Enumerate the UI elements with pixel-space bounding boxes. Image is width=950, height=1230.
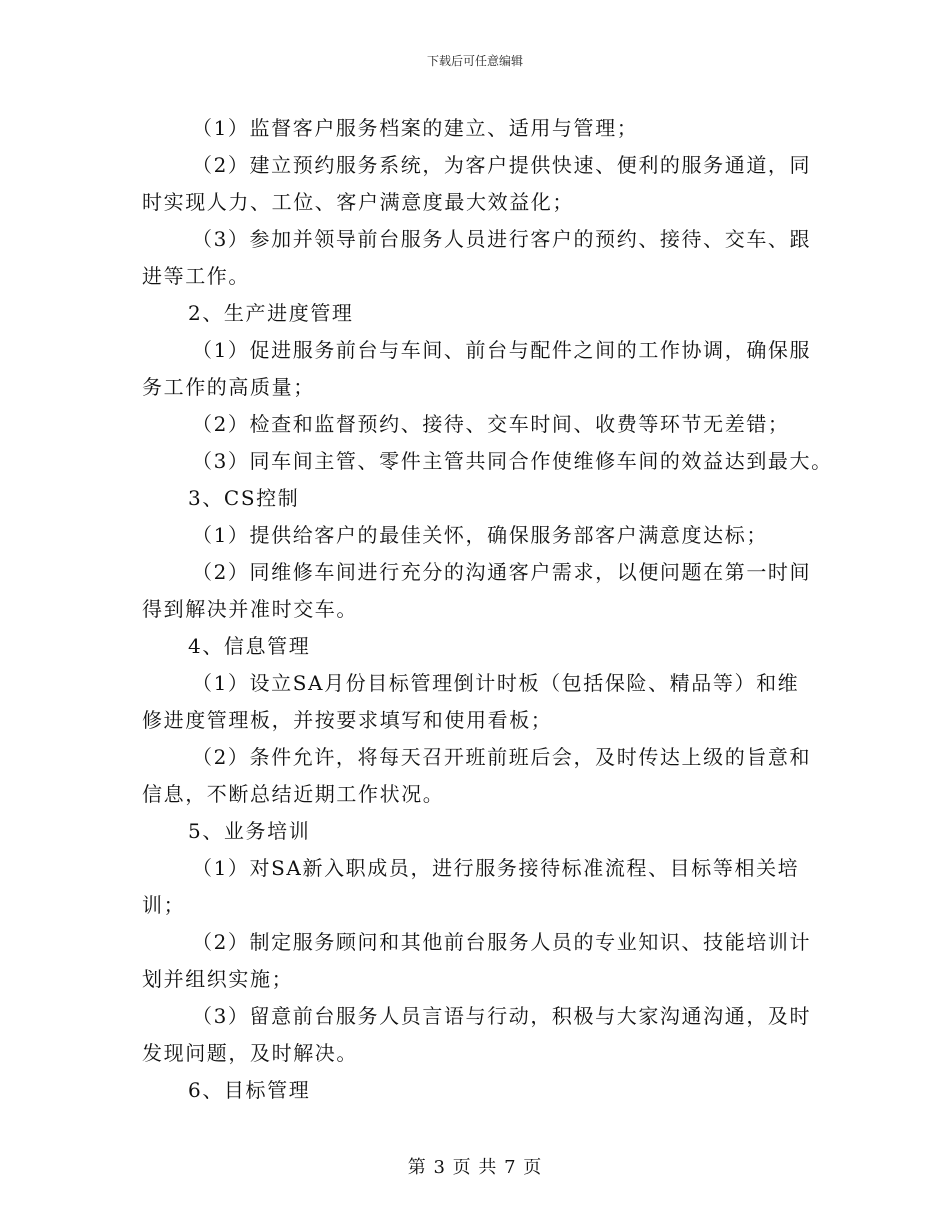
paragraph-line: （1）对SA新入职成员，进行服务接待标准流程、目标等相关培 bbox=[192, 856, 800, 880]
section-heading: 2、生产进度管理 bbox=[188, 301, 354, 325]
paragraph-line: （2）制定服务顾问和其他前台服务人员的专业知识、技能培训计 bbox=[192, 930, 812, 954]
paragraph-line: （3）留意前台服务人员言语与行动，积极与大家沟通沟通，及时 bbox=[192, 1004, 812, 1028]
paragraph-line: 发现问题，及时解决。 bbox=[142, 1041, 358, 1065]
page-footer: 第 3 页 共 7 页 bbox=[407, 1157, 543, 1178]
paragraph-line: 信息，不断总结近期工作状况。 bbox=[142, 782, 445, 806]
paragraph-line: （3）参加并领导前台服务人员进行客户的预约、接待、交车、跟 bbox=[192, 227, 812, 251]
paragraph-line: （2）同维修车间进行充分的沟通客户需求，以便问题在第一时间 bbox=[192, 560, 812, 584]
paragraph-line: （2）建立预约服务系统，为客户提供快速、便利的服务通道，同 bbox=[192, 153, 812, 177]
paragraph-line: 得到解决并准时交车。 bbox=[142, 597, 358, 621]
paragraph-line: 进等工作。 bbox=[142, 264, 250, 288]
paragraph-line: 训； bbox=[142, 893, 186, 917]
section-heading: 5、业务培训 bbox=[188, 819, 311, 843]
paragraph-line: （2）检查和监督预约、接待、交车时间、收费等环节无差错； bbox=[192, 412, 790, 436]
paragraph-line: （1）设立SA月份目标管理倒计时板（包括保险、精品等）和维 bbox=[192, 671, 800, 695]
paragraph-line: 时实现人力、工位、客户满意度最大效益化； bbox=[142, 190, 574, 214]
paragraph-line: （1）促进服务前台与车间、前台与配件之间的工作协调，确保服 bbox=[192, 338, 812, 362]
paragraph-line: （2）条件允许，将每天召开班前班后会，及时传达上级的旨意和 bbox=[192, 745, 812, 769]
paragraph-line: （1）提供给客户的最佳关怀，确保服务部客户满意度达标； bbox=[192, 523, 768, 547]
paragraph-line: 务工作的高质量； bbox=[142, 375, 315, 399]
section-heading: 4、信息管理 bbox=[188, 634, 311, 658]
paragraph-line: 修进度管理板，并按要求填写和使用看板； bbox=[142, 708, 553, 732]
paragraph-line: 划并组织实施； bbox=[142, 967, 294, 991]
paragraph-line: （1）监督客户服务档案的建立、适用与管理； bbox=[192, 116, 639, 140]
page-header: 下载后可任意编辑 bbox=[426, 54, 523, 68]
section-heading: 3、CS控制 bbox=[188, 486, 300, 510]
paragraph-line: （3）同车间主管、零件主管共同合作使维修车间的效益达到最大。 bbox=[192, 449, 833, 473]
section-heading: 6、目标管理 bbox=[188, 1078, 311, 1102]
